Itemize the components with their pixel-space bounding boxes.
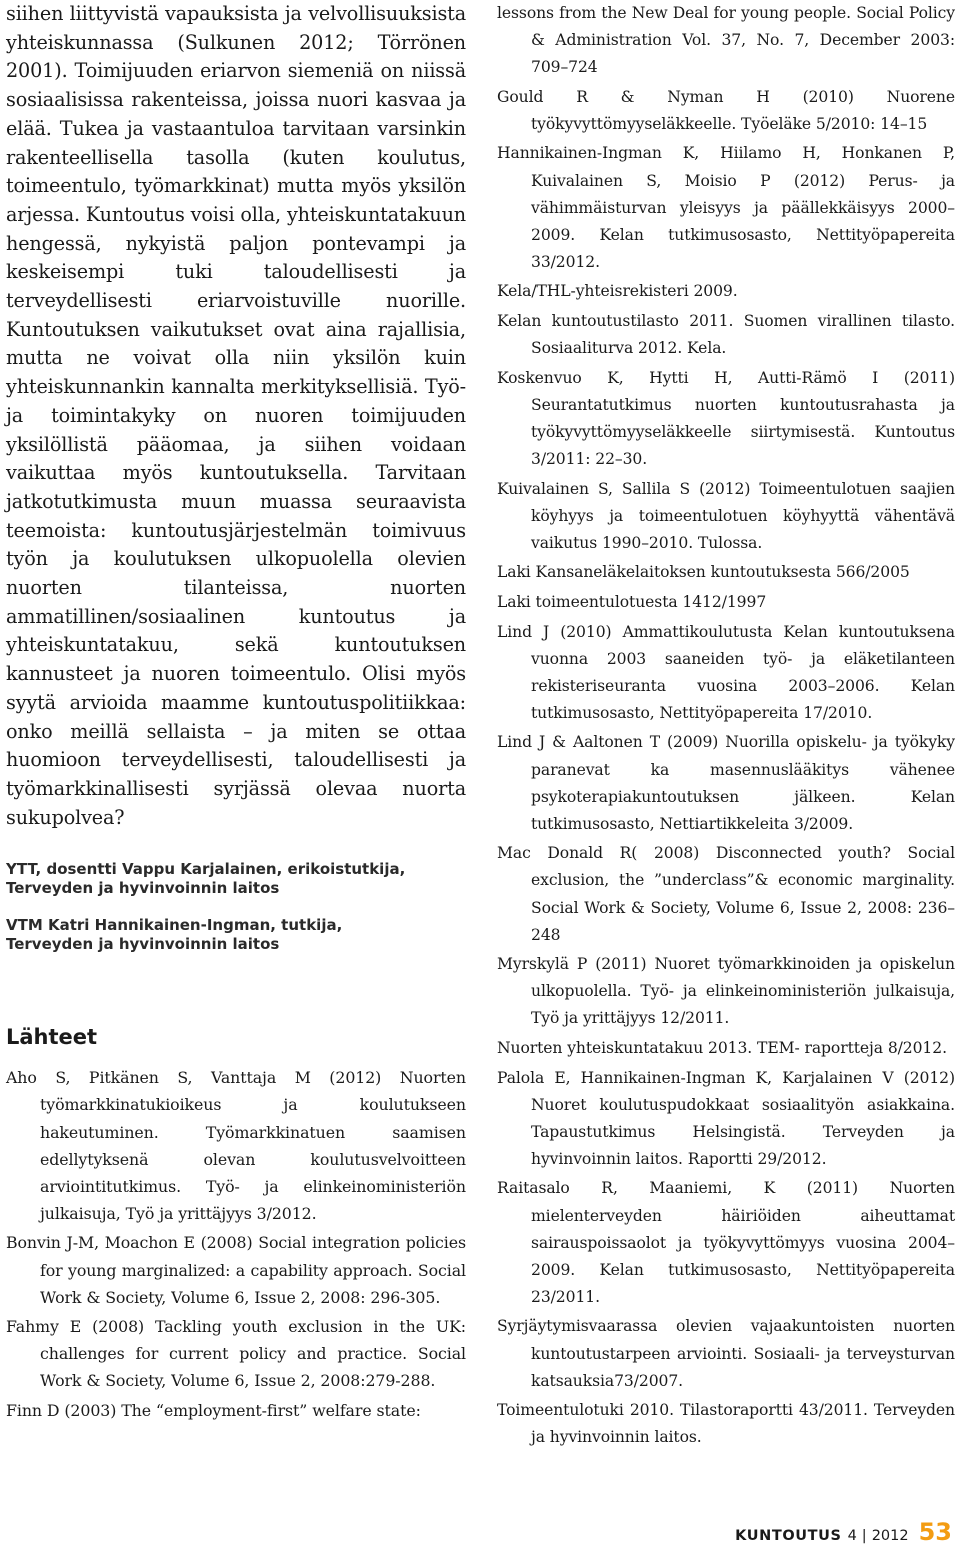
reference-item: Gould R & Nyman H (2010) Nuorene työkyvyttömyyseläkkeelle. Työeläke 5/2010: 14–15: [497, 87, 955, 133]
issue-year: 2012: [871, 1528, 909, 1544]
references-heading: Lähteet: [6, 1025, 98, 1050]
author-affiliation: Terveyden ja hyvinvoinnin laitos: [6, 879, 280, 898]
page-number: 53: [918, 1518, 952, 1546]
reference-item: Toimeentulotuki 2010. Tilastoraportti 43/2011. Terveyden ja hyvinvoinnin laitos.: [497, 1401, 955, 1447]
reference-item: Laki toimeentulotuesta 1412/1997: [497, 592, 767, 611]
reference-item: Koskenvuo K, Hytti H, Autti-Rämö I (2011) Seurantatutkimus nuorten kuntoutusrahasta ja työkyvyttömyyseläkkeelle siirtymisestä. Kuntoutus 3/2011: 22–30.: [497, 368, 955, 468]
reference-item: Kela/THL-yhteisrekisteri 2009.: [497, 282, 738, 301]
reference-item: Bonvin J-M, Moachon E (2008) Social integration policies for young marginalized: a capability approach. Social Work & Society, Volume 6, Issue 2, 2008: 296-305.: [6, 1233, 466, 1307]
author-credit-line: YTT, dosentti Vappu Karjalainen, erikoistutkija,: [6, 860, 406, 879]
author-credit-line: VTM Katri Hannikainen-Ingman, tutkija,: [6, 916, 343, 935]
author-affiliation: Terveyden ja hyvinvoinnin laitos: [6, 935, 280, 954]
reference-item: Hannikainen-Ingman K, Hiilamo H, Honkanen P, Kuivalainen S, Moisio P (2012) Perus- ja vähimmäisturvan yleisyys ja päällekkäisyys 2000–2009. Kelan tutkimusosasto, Nettityöpapereita 33/2012.: [497, 144, 955, 271]
reference-list-left: [6, 1064, 466, 1424]
author-credit: [6, 916, 466, 954]
reference-item: Kelan kuntoutustilasto 2011. Suomen virallinen tilasto. Sosiaaliturva 2012. Kela.: [497, 312, 955, 358]
reference-item: Laki Kansaneläkelaitoksen kuntoutuksesta 566/2005: [497, 563, 910, 582]
reference-item: Myrskylä P (2011) Nuoret työmarkkinoiden ja opiskelun ulkopuolella. Työ- ja elinkeinoministeriön julkaisuja, Työ ja yrittäjyys 12/2011.: [497, 955, 955, 1028]
reference-item: Lind J (2010) Ammattikoulutusta Kelan kuntoutuksena vuonna 2003 saaneiden työ- ja eläketilanteen rekisteriseuranta vuosina 2003–2006. Kelan tutkimusosasto, Nettityöpapereita 17/2010.: [497, 622, 955, 722]
journal-name: KUNTOUTUS: [735, 1528, 842, 1544]
reference-list-right: [497, 0, 955, 1451]
footer-separator: |: [861, 1528, 867, 1544]
reference-item-continued: lessons from the New Deal for young people. Social Policy & Administration Vol. 37, No. 7, December 2003: 709–724: [497, 4, 955, 77]
reference-item: Nuorten yhteiskuntatakuu 2013. TEM- raportteja 8/2012.: [497, 1038, 947, 1057]
reference-item: Syrjäytymisvaarassa olevien vajaakuntoisten nuorten kuntoutustarpeen arviointi. Sosiaali- ja terveysturvan katsauksia73/2007.: [497, 1317, 955, 1390]
reference-item: Finn D (2003) The “employment-first” welfare state:: [6, 1401, 421, 1421]
author-credit: [6, 860, 466, 898]
issue-number: 4: [847, 1528, 857, 1544]
reference-item: Mac Donald R( 2008) Disconnected youth? Social exclusion, the ”underclass”& economic marginality. Social Work & Society, Volume 6, Issue 2, 2008: 236–248: [497, 844, 955, 944]
body-paragraph: siihen liittyvistä vapauksista ja velvollisuuksista yhteiskunnassa (Sulkunen 2012; Törrönen 2001). Toimijuuden eriarvon siemeniä on niissä sosiaalisissa rakenteissa, joissa nuori kasvaa ja elää. Tukea ja vastaantuloa tarvitaan varsinkin rakenteellisella tasolla (kuten koulutus, toimeentulo, työmarkkinat) mutta myös yksilön arjessa. Kuntoutus voisi olla, yhteiskuntatakuun hengessä, nykyistä paljon pontevampi ja keskeisempi tuki taloudellisesti ja terveydellisesti eriarvoistuville nuorille. Kuntoutuksen vaikutukset ovat aina rajallisia, mutta ne voivat olla niin yksilön kuin yhteiskunnankin kannalta merkityksellisiä. Työ- ja toimintakyky on nuoren toimijuuden yksilöllistä pääomaa, ja siihen voidaan vaikuttaa myös kuntoutuksella. Tarvitaan jatkotutkimusta muun muassa seuraavista teemoista: kuntoutusjärjestelmän toimivuus työn ja koulutuksen ulkopuolella olevien nuorten tilanteissa, nuorten ammatillinen/sosiaalinen kuntoutus ja yhteiskuntatakuu, sekä kuntoutuksen kannusteet ja nuoren toimeentulo. Olisi myös syytä arvioida maamme kuntoutuspolitiikkaa: onko meillä sellaista – ja miten se ottaa huomioon terveydellisesti, taloudellisesti ja työmarkkinallisesti syrjässä olevaa nuorta sukupolvea?: [6, 2, 466, 829]
reference-item: Lind J & Aaltonen T (2009) Nuorilla opiskelu- ja työkyky paranevat ka masennuslääkitys vähenee psykoterapiakuntoutuksen jälkeen. Kelan tutkimusosasto, Nettiartikkeleita 3/2009.: [497, 733, 955, 833]
left-column: [6, 0, 466, 1427]
page-footer: [735, 1518, 952, 1546]
reference-item: Raitasalo R, Maaniemi, K (2011) Nuorten mielenterveyden häiriöiden aiheuttamat sairauspoissaolot ja työkyvyttömyys vuosina 2004–2009. Kelan tutkimusosasto, Nettityöpapereita 23/2011.: [497, 1179, 955, 1306]
reference-item: Fahmy E (2008) Tackling youth exclusion in the UK: challenges for current policy and practice. Social Work & Society, Volume 6, Issue 2, 2008:279-288.: [6, 1317, 466, 1391]
reference-item: Aho S, Pitkänen S, Vanttaja M (2012) Nuorten työmarkkinatukioikeus ja koulutukseen hakeutuminen. Työmarkkinatuen saamisen edellytyksenä olevan koulutusvelvoitteen arviointitutkimus. Työ- ja elinkeinoministeriön julkaisuja, Työ ja yrittäjyys 3/2012.: [6, 1068, 466, 1223]
reference-item: Kuivalainen S, Sallila S (2012) Toimeentulotuen saajien köyhyys ja toimeentulotuen köyhyyttä vähentävä vaikutus 1990–2010. Tulossa.: [497, 479, 955, 552]
reference-item: Palola E, Hannikainen-Ingman K, Karjalainen V (2012) Nuoret koulutuspudokkaat sosiaalityön asiakkaina. Tapaustutkimus Helsingistä. Terveyden ja hyvinvoinnin laitos. Raportti 29/2012.: [497, 1068, 955, 1168]
right-column: [497, 0, 955, 1454]
